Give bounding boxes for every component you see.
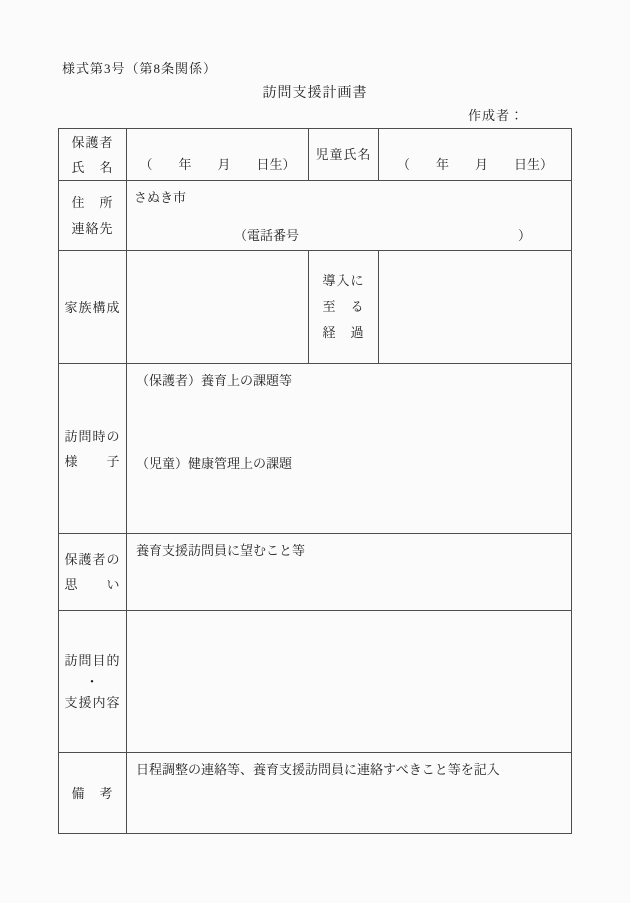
visit-state-guardian-note: （保護者）養育上の課題等 bbox=[136, 373, 293, 388]
phone-number-close-paren: ） bbox=[517, 228, 531, 243]
child-birthdate-placeholder: （ 年 月 日生） bbox=[396, 157, 553, 172]
visit-support-plan-table bbox=[58, 128, 572, 834]
introduction-label-line1: 導入に bbox=[322, 273, 365, 288]
guardian-wish-label-line1: 保護者の bbox=[64, 552, 121, 567]
guardian-name-label-cell bbox=[59, 129, 127, 181]
visit-purpose-label-line1: 訪問目的 bbox=[64, 653, 121, 668]
guardian-birthdate-placeholder: （ 年 月 日生） bbox=[139, 157, 296, 172]
address-label-cell bbox=[59, 181, 127, 251]
family-structure-value-cell bbox=[127, 251, 309, 364]
family-structure-label: 家族構成 bbox=[64, 299, 121, 315]
remarks-label: 備 考 bbox=[71, 785, 114, 801]
address-value-cell bbox=[127, 181, 571, 251]
address-label-line2: 連絡先 bbox=[71, 220, 114, 236]
remarks-label-cell bbox=[59, 753, 127, 833]
visit-state-label-line1: 訪問時の bbox=[64, 428, 121, 444]
remarks-value-cell bbox=[127, 753, 571, 833]
author-label: 作成者： bbox=[467, 108, 524, 123]
child-name-label: 児童氏名 bbox=[315, 147, 372, 162]
visit-purpose-label-separator: ・ bbox=[85, 674, 100, 689]
guardian-wish-value-cell bbox=[127, 534, 571, 611]
visit-state-value-cell bbox=[127, 364, 571, 534]
remarks-note: 日程調整の連絡等、養育支援訪問員に連絡すべきこと等を記入 bbox=[136, 762, 500, 777]
address-label-line1: 住 所 bbox=[71, 194, 114, 210]
form-number: 様式第3号（第8条関係） bbox=[62, 61, 218, 76]
visit-state-child-note: （児童）健康管理上の課題 bbox=[136, 456, 293, 471]
visit-purpose-label-line3: 支援内容 bbox=[64, 695, 121, 710]
guardian-name-label-line1: 保護者 bbox=[71, 134, 114, 150]
child-birthdate-cell bbox=[379, 129, 571, 181]
page-title: 訪問支援計画書 bbox=[262, 86, 368, 101]
phone-number-label: （電話番号 bbox=[234, 228, 300, 243]
introduction-label-line3: 経 過 bbox=[322, 325, 365, 340]
family-structure-label-cell bbox=[59, 251, 127, 364]
visit-state-label-cell bbox=[59, 364, 127, 534]
introduction-label-line2: 至 る bbox=[322, 299, 365, 314]
introduction-process-value-cell bbox=[379, 251, 571, 364]
introduction-process-label-cell bbox=[309, 251, 379, 364]
visit-state-label-line2: 様 子 bbox=[64, 453, 121, 469]
guardian-birthdate-cell bbox=[127, 129, 309, 181]
visit-purpose-value-cell bbox=[127, 611, 571, 753]
guardian-wish-label-cell bbox=[59, 534, 127, 611]
guardian-wish-label-line2: 思 い bbox=[64, 577, 121, 592]
phone-number-row bbox=[127, 225, 571, 244]
visit-purpose-label-cell bbox=[59, 611, 127, 753]
child-name-label-cell bbox=[309, 129, 379, 181]
guardian-name-label-line2: 氏 名 bbox=[71, 159, 114, 175]
guardian-wish-note: 養育支援訪問員に望むこと等 bbox=[136, 543, 306, 558]
address-city-text: さぬき市 bbox=[134, 190, 187, 205]
